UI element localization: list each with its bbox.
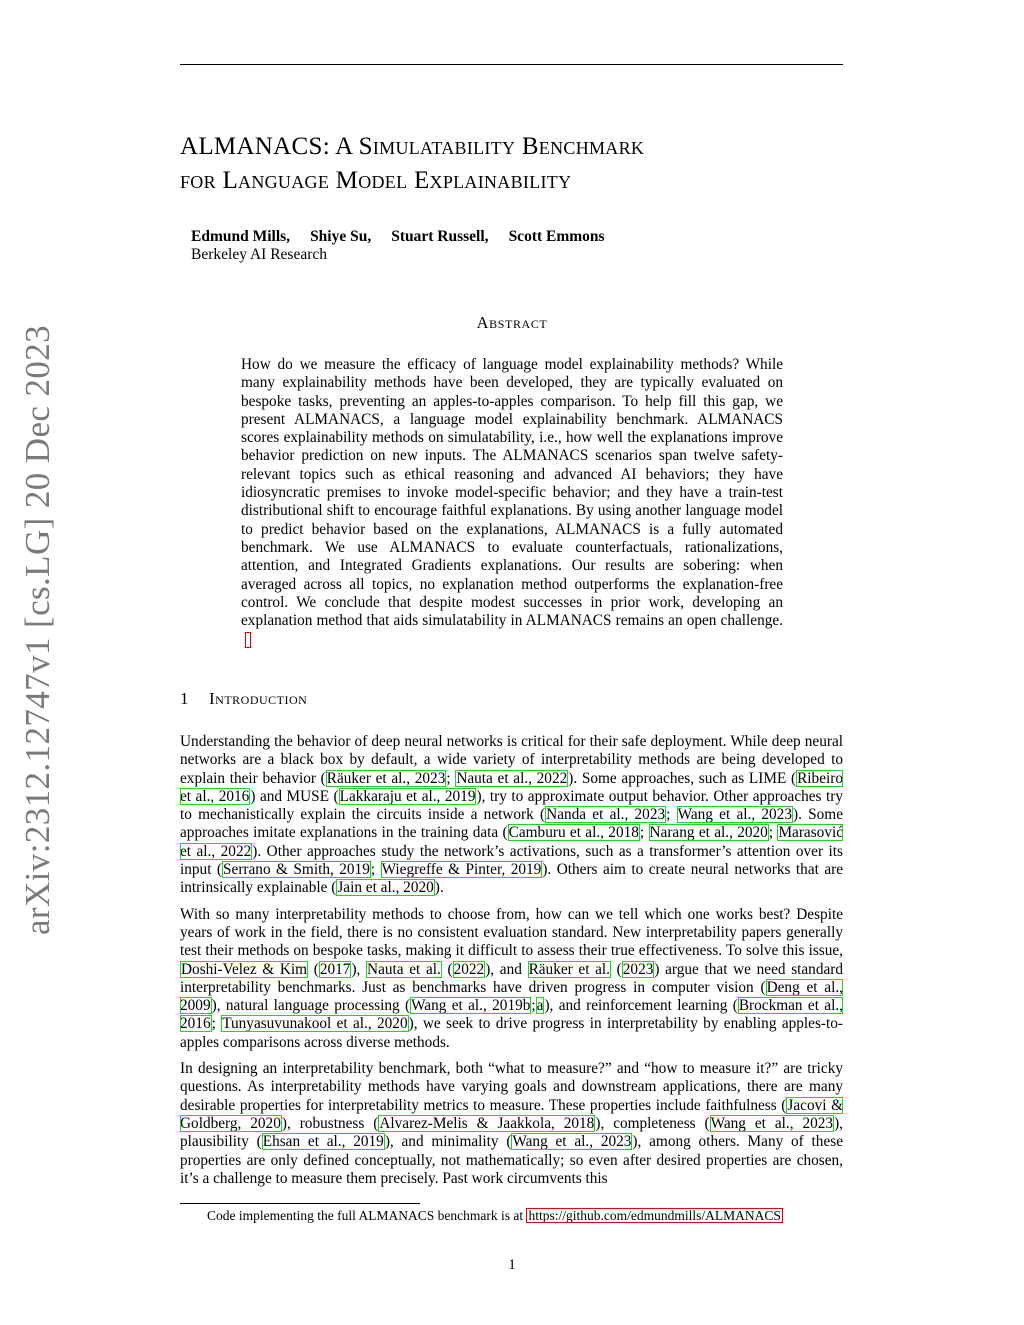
citation-link[interactable]: Tunyasuvunakool et al., 2020 (222, 1015, 408, 1033)
text-run: ), (351, 960, 367, 978)
text-run: ), among others. Many of these properties are only defined conceptually, not mathematically; so even after desired properties are chosen, it’s a challenge to measure them precisely. Past work circumvents this (180, 1133, 843, 1187)
footnote-marker-link[interactable] (245, 632, 251, 648)
repository-link[interactable]: https://github.com/edmundmills/ALMANACS (528, 1208, 781, 1223)
citation-link[interactable]: Nauta et al., 2022 (456, 769, 568, 787)
text-run: ; (211, 1015, 222, 1033)
abstract-body (241, 356, 783, 649)
text-run: ), we seek to drive progress in interpretability by enabling apples-to-apples comparisons across diverse methods. (180, 1015, 843, 1051)
footnote-text: Code implementing the full ALMANACS benchmark is at (207, 1208, 527, 1223)
citation-link[interactable]: 2022 (453, 960, 485, 978)
text-run: ( (308, 960, 319, 978)
citation-link[interactable]: Lakkaraju et al., 2019 (339, 787, 476, 805)
paper-title (180, 130, 850, 198)
text-run: With so many interpretability methods to choose from, how can we tell which one works best? Despite years of work in the field, there is no consistent evaluation standard. New interpretability papers generally test their methods on bespoke tasks, making it difficult to assess their true effectiveness. To solve this issue, (180, 905, 843, 960)
text-run: ), robustness ( (281, 1114, 379, 1132)
citation-link[interactable]: Narang et al., 2020 (649, 824, 768, 842)
text-run: ). Some approaches, such as LIME ( (568, 769, 797, 787)
section-title: Introduction (209, 689, 308, 708)
citation-link[interactable]: Alvarez-Melis & Jaakkola, 2018 (379, 1114, 595, 1132)
text-run: ; (768, 824, 778, 842)
arxiv-stamp: arXiv:2312.12747v1 [cs.LG] 20 Dec 2023 (18, 324, 57, 935)
text-run: ). Others aim to create neural networks that are intrinsically explainable ( (180, 861, 843, 897)
citation-link[interactable]: Doshi-Velez & Kim (181, 960, 308, 978)
text-run: ). Some approaches imitate explanations in the training data ( (180, 806, 843, 842)
citation-link[interactable]: Jacovi & Goldberg, 2020 (180, 1096, 843, 1132)
text-run: ), and minimality ( (384, 1133, 512, 1151)
text-run: ), try to approximate output behavior. Other approaches try to mechanistically explain the circuits inside a network ( (180, 787, 843, 824)
text-run: ) argue that we need standard interpretability benchmarks. Just as benchmarks have driven progress in computer vision ( (180, 960, 844, 996)
text-run: ( (611, 960, 622, 978)
author-list (191, 228, 625, 246)
text-run: ), and reinforcement learning ( (544, 997, 738, 1015)
text-run: ; (531, 997, 536, 1015)
text-run: ; (666, 806, 677, 824)
citation-link[interactable]: 2017 (319, 960, 351, 978)
citation-link[interactable]: Ehsan et al., 2019 (262, 1133, 384, 1151)
text-run: ) and MUSE ( (250, 787, 339, 805)
text-run: ), plausibility ( (180, 1114, 843, 1151)
text-run: ). (434, 879, 444, 897)
abstract-text: How do we measure the efficacy of language model explainability methods? While many explainability methods have been developed, they are typically evaluated on bespoke tasks, preventing an apples-to-apples comparison. To help fill this gap, we present ALMANACS, a language model explainability benchmark. ALMANACS scores explainability methods on simulatability, i.e., how well the explanations improve behavior prediction on new inputs. The ALMANACS scenarios span twelve safety-relevant topics such as ethical reasoning and advanced AI behaviors; they have idiosyncratic premises to invoke model-specific behavior; and they have a train-test distributional shift to encourage faithful explanations. By using another language model to predict behavior based on the explanations, ALMANACS is a fully automated benchmark. We use ALMANACS to evaluate counterfactuals, rationalizations, attention, and Integrated Gradients explanations. Our results are sobering: when averaged across all topics, no explanation method outperforms the explanation-free control. We conclude that despite modest successes in prior work, developing an explanation method that aids simulatability in ALMANACS remains an open challenge. (241, 356, 783, 630)
citation-link[interactable]: Nanda et al., 2023 (546, 806, 666, 824)
citation-link[interactable]: Jain et al., 2020 (337, 879, 434, 897)
title-line-2: for Language Model Explainability (180, 167, 572, 194)
citation-link[interactable]: Wang et al., 2019b (411, 997, 531, 1015)
text-run: ), and (485, 960, 528, 978)
footnote (207, 1208, 783, 1224)
author: Stuart Russell, (391, 228, 489, 245)
citation-link[interactable]: Deng et al., 2009 (180, 978, 843, 1015)
section-number: 1 (180, 689, 189, 708)
text-run: Understanding the behavior of deep neural networks is critical for their safe deployment. While deep neural networks are a black box by default, a wide variety of interpretability methods are being developed to explain their behavior ( (180, 733, 843, 787)
citation-link[interactable]: Nauta et al. (367, 960, 441, 978)
citation-link[interactable]: 2023 (622, 960, 654, 978)
text-run: ; (446, 769, 456, 787)
citation-link[interactable]: Räuker et al. (528, 960, 610, 978)
citation-link[interactable]: Wang et al., 2023 (677, 806, 792, 824)
citation-link[interactable]: a (536, 997, 544, 1015)
text-run: ), completeness ( (595, 1114, 710, 1132)
text-run: ( (441, 960, 453, 978)
citation-link[interactable]: Ribeiro et al., 2016 (180, 769, 843, 805)
paragraph (180, 906, 843, 1052)
citation-link[interactable]: Wang et al., 2023 (710, 1114, 834, 1132)
citation-link[interactable]: Serrano & Smith, 2019 (223, 861, 370, 879)
paragraph (180, 733, 843, 898)
citation-link[interactable]: Camburu et al., 2018 (508, 824, 639, 842)
affiliation: Berkeley AI Research (191, 246, 327, 263)
abstract-heading: Abstract (476, 313, 548, 332)
author: Scott Emmons (508, 228, 605, 245)
author: Shiye Su, (310, 228, 372, 245)
citation-link[interactable]: Brockman et al., 2016 (180, 997, 843, 1033)
section-body (180, 733, 843, 1196)
citation-link[interactable]: Wang et al., 2023 (512, 1133, 632, 1151)
citation-link[interactable]: Wiegreffe & Pinter, 2019 (381, 861, 542, 879)
citation-link[interactable]: Marasović et al., 2022 (180, 824, 844, 860)
text-run: ; (639, 824, 649, 842)
citation-link[interactable]: Räuker et al., 2023 (326, 769, 446, 787)
top-rule (180, 64, 843, 65)
title-line-1: ALMANACS: A Simulatability Benchmark (180, 133, 645, 160)
footnote-rule (180, 1203, 420, 1204)
text-run: ). Other approaches study the network’s activations, such as a transformer’s attention over its input ( (180, 842, 843, 879)
section-heading (180, 689, 307, 709)
page-number: 1 (508, 1257, 516, 1273)
text-run: ), natural language processing ( (211, 997, 411, 1015)
text-run: ; (370, 861, 381, 879)
text-run: In designing an interpretability benchmark, both “what to measure?” and “how to measure it?” are tricky questions. As interpretability methods have varying goals and downstream applications, there are many desirable properties for interpretability metrics to measure. These properties include faithfulness ( (180, 1060, 843, 1114)
paragraph (180, 1060, 843, 1188)
author: Edmund Mills, (191, 228, 291, 245)
